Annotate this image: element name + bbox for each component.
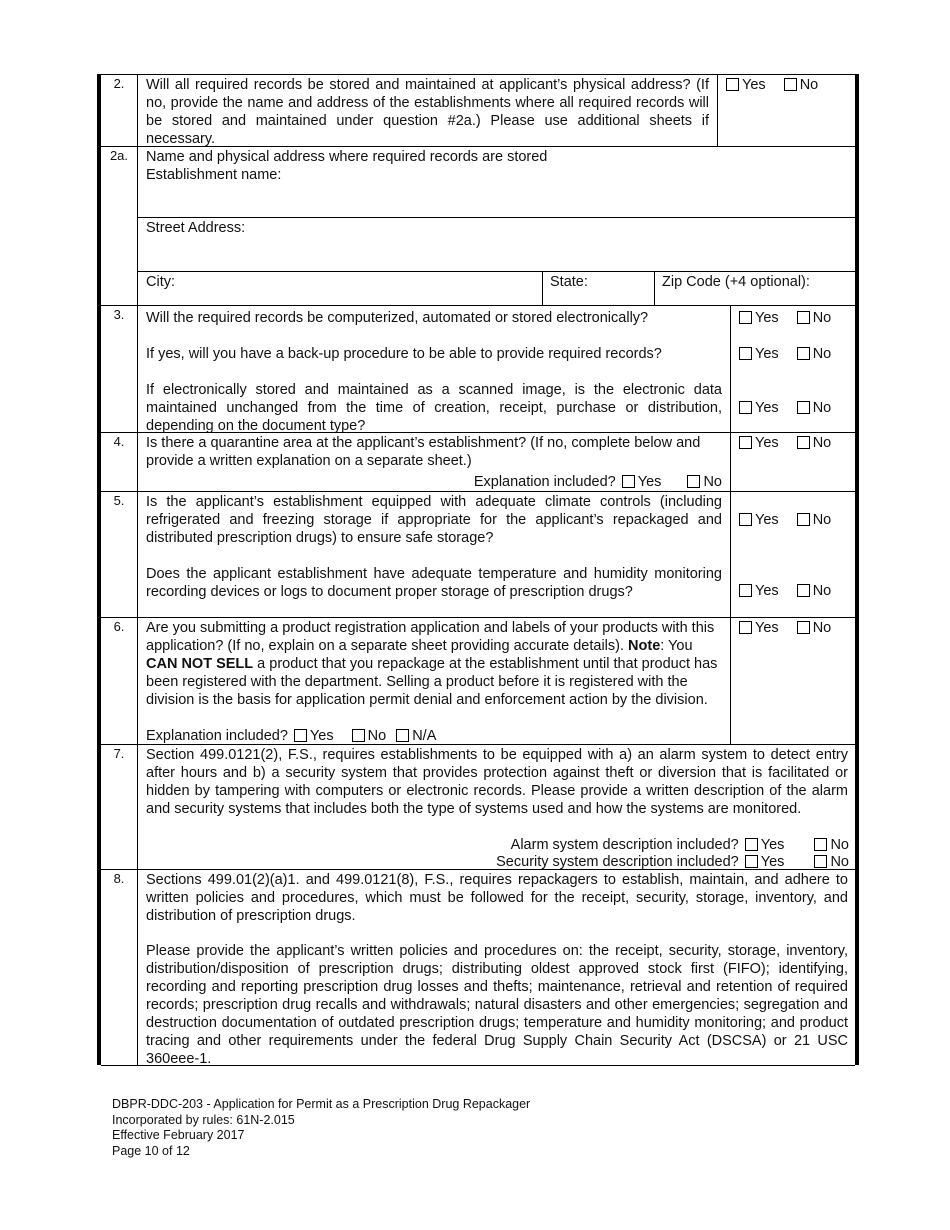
no-checkbox[interactable] bbox=[797, 436, 810, 449]
form-title: DBPR-DDC-203 - Application for Permit as a Prescription Drug Repackager bbox=[112, 1097, 531, 1111]
note-label: Note bbox=[628, 638, 661, 654]
divider bbox=[137, 271, 855, 272]
yes-label: Yes bbox=[755, 346, 779, 362]
records-location-title: Name and physical address where required records are stored bbox=[146, 149, 548, 165]
no-label: No bbox=[812, 346, 832, 362]
question-number: 6. bbox=[113, 619, 125, 634]
yes-checkbox[interactable] bbox=[726, 78, 739, 91]
question-3-answer-1 bbox=[739, 309, 831, 327]
question-6-explanation bbox=[146, 727, 436, 745]
question-6-text bbox=[146, 619, 726, 709]
city-state-divider bbox=[542, 271, 543, 306]
question-number: 3. bbox=[113, 307, 125, 322]
question-8-row bbox=[101, 869, 855, 1066]
no-label: No bbox=[812, 583, 832, 599]
yes-label: Yes bbox=[309, 728, 334, 744]
question-6-answer bbox=[739, 619, 831, 637]
yes-checkbox[interactable] bbox=[739, 513, 752, 526]
no-checkbox[interactable] bbox=[814, 838, 827, 851]
question-number: 4. bbox=[113, 434, 125, 449]
question-4-row bbox=[101, 432, 855, 492]
question-5-answer-2 bbox=[739, 582, 831, 600]
no-label: No bbox=[830, 854, 849, 870]
zip-code-label: Zip Code (+4 optional): bbox=[662, 274, 810, 290]
yes-label: Yes bbox=[742, 77, 766, 93]
yes-label: Yes bbox=[760, 837, 785, 853]
question-4-text: Is there a quarantine area at the applicant’s establishment? (If no, complete below and provide a written explanation on a separate sheet.) bbox=[146, 435, 701, 469]
no-label: No bbox=[830, 837, 849, 853]
question-5-text-1: Is the applicant’s establishment equipped with adequate climate controls (including refrigerated and freezing storage if appropriate for the applicant’s repackaged and distributed prescription drugs) to ensure safe storage? bbox=[146, 494, 722, 546]
question-number: 5. bbox=[113, 493, 125, 508]
question-5-answer-1 bbox=[739, 511, 831, 529]
no-checkbox[interactable] bbox=[352, 729, 365, 742]
question-number: 2. bbox=[113, 76, 125, 91]
answer-column-divider bbox=[730, 618, 731, 745]
question-3-answer-3 bbox=[739, 399, 831, 417]
question-3-text-2: If yes, will you have a back-up procedure to be able to provide required records? bbox=[146, 346, 662, 362]
yes-label: Yes bbox=[755, 583, 779, 599]
question-8-text-1: Sections 499.01(2)(a)1. and 499.0121(8), F.S., requires repackagers to establish, maintain, and adhere to written policies and procedures, which must be followed for the receipt, security, storage, inventory, and distribution of prescription drugs. bbox=[146, 872, 848, 924]
state-label: State: bbox=[550, 274, 588, 290]
no-label: No bbox=[812, 620, 832, 636]
yes-checkbox[interactable] bbox=[739, 347, 752, 360]
no-checkbox[interactable] bbox=[784, 78, 797, 91]
no-label: No bbox=[703, 474, 722, 490]
no-label: No bbox=[812, 310, 832, 326]
question-4-answer bbox=[739, 434, 831, 452]
question-5-row bbox=[101, 491, 855, 618]
no-label: No bbox=[812, 435, 832, 451]
divider bbox=[137, 217, 855, 218]
no-label: No bbox=[812, 512, 832, 528]
street-address-label: Street Address: bbox=[146, 220, 246, 236]
establishment-name-label: Establishment name: bbox=[146, 167, 282, 183]
question-3-text-1: Will the required records be computerized, automated or stored electronically? bbox=[146, 310, 649, 326]
yes-label: Yes bbox=[755, 435, 779, 451]
yes-checkbox[interactable] bbox=[745, 838, 758, 851]
no-checkbox[interactable] bbox=[797, 621, 810, 634]
note-pre: : You bbox=[660, 638, 693, 654]
yes-label: Yes bbox=[755, 512, 779, 528]
question-8-text-2: Please provide the applicant’s written policies and procedures on: the receipt, security, storage, inventory, distribution/disposition of prescription drugs; distributing oldest approved stock first (FIFO); identifying, recording and reporting prescription drug losses and thefts; maintenance, retrieval and retention of required records; prescription drug recalls and withdrawals; natural disasters and other emergencies; segregation and destruction documentation of outdated prescription drugs; temperature and humidity monitoring; and product tracing and other requirements under the federal Drug Supply Chain Security Act (DSCSA) or 21 USC 360eee-1. bbox=[146, 943, 848, 1067]
na-label: N/A bbox=[412, 728, 437, 744]
no-label: No bbox=[367, 728, 387, 744]
yes-checkbox[interactable] bbox=[739, 584, 752, 597]
security-system-label: Security system description included? bbox=[496, 854, 739, 870]
no-checkbox[interactable] bbox=[797, 311, 810, 324]
yes-label: Yes bbox=[755, 620, 779, 636]
question-6-text-a: Are you submitting a product registration application and labels of your products with this application? (If no, explain on a separate sheet providing accurate details). bbox=[146, 620, 715, 654]
yes-label: Yes bbox=[755, 310, 779, 326]
question-2-text: Will all required records be stored and maintained at applicant’s physical address? (If no, provide the name and address of the establishments where all required records will be stored and maintained under question #2a.) Please use additional sheets if necessary. bbox=[146, 77, 709, 147]
page-number: Page 10 of 12 bbox=[112, 1143, 190, 1158]
yes-checkbox[interactable] bbox=[739, 311, 752, 324]
question-3-text-3: If electronically stored and maintained as a scanned image, is the electronic data maintained unchanged from the time of creation, receipt, purchase or distribution, depending on the document type? bbox=[146, 382, 722, 434]
page-footer bbox=[112, 1097, 530, 1159]
question-7-text: Section 499.0121(2), F.S., requires establishments to be equipped with a) an alarm system to detect entry after hours and b) a security system that provides protection against theft or diversion that is facilitated or hidden by tampering with computers or electronic records. Please provide a written description of the alarm and security systems that includes both the type of systems used and how the systems are monitored. bbox=[146, 747, 848, 817]
no-checkbox[interactable] bbox=[797, 347, 810, 360]
na-checkbox[interactable] bbox=[396, 729, 409, 742]
effective-date: Effective February 2017 bbox=[112, 1128, 245, 1142]
form-table bbox=[97, 74, 859, 1065]
question-2-row bbox=[101, 74, 855, 147]
question-7-row bbox=[101, 744, 855, 870]
question-number: 7. bbox=[113, 746, 125, 761]
question-5-text-2: Does the applicant establishment have adequate temperature and humidity monitoring recording devices or logs to document proper storage of prescription drugs? bbox=[146, 566, 722, 600]
answer-column-divider bbox=[730, 433, 731, 492]
question-number: 8. bbox=[113, 871, 125, 886]
rules-reference: Incorporated by rules: 61N-2.015 bbox=[112, 1112, 295, 1127]
city-label: City: bbox=[146, 274, 175, 290]
no-checkbox[interactable] bbox=[797, 401, 810, 414]
state-zip-divider bbox=[654, 271, 655, 306]
no-checkbox[interactable] bbox=[814, 855, 827, 868]
no-checkbox[interactable] bbox=[687, 475, 700, 488]
yes-label: Yes bbox=[760, 854, 785, 870]
yes-checkbox[interactable] bbox=[622, 475, 635, 488]
no-label: No bbox=[812, 400, 832, 416]
yes-label: Yes bbox=[755, 400, 779, 416]
alarm-system-label: Alarm system description included? bbox=[510, 837, 739, 853]
no-checkbox[interactable] bbox=[797, 513, 810, 526]
question-2a-row bbox=[101, 146, 855, 306]
yes-checkbox[interactable] bbox=[739, 401, 752, 414]
explanation-label: Explanation included? bbox=[146, 728, 288, 744]
alarm-system-row bbox=[511, 836, 849, 854]
question-3-answer-2 bbox=[739, 345, 831, 363]
no-checkbox[interactable] bbox=[797, 584, 810, 597]
yes-checkbox[interactable] bbox=[294, 729, 307, 742]
answer-column-divider bbox=[717, 75, 718, 147]
yes-checkbox[interactable] bbox=[739, 436, 752, 449]
question-4-explanation bbox=[474, 473, 722, 491]
yes-checkbox[interactable] bbox=[745, 855, 758, 868]
yes-label: Yes bbox=[637, 474, 662, 490]
question-6-row bbox=[101, 617, 855, 745]
question-2-answer bbox=[726, 76, 818, 94]
question-number: 2a. bbox=[109, 148, 129, 163]
answer-column-divider bbox=[730, 306, 731, 433]
note-post: a product that you repackage at the establishment until that product has been registered with the department. Selling a product before it is registered with the division is the basis for application permit denial and enforcement action by the division. bbox=[146, 656, 718, 708]
no-label: No bbox=[799, 77, 819, 93]
note-bold: CAN NOT SELL bbox=[146, 656, 254, 672]
question-3-row bbox=[101, 305, 855, 433]
yes-checkbox[interactable] bbox=[739, 621, 752, 634]
explanation-label: Explanation included? bbox=[473, 474, 616, 490]
answer-column-divider bbox=[730, 492, 731, 618]
